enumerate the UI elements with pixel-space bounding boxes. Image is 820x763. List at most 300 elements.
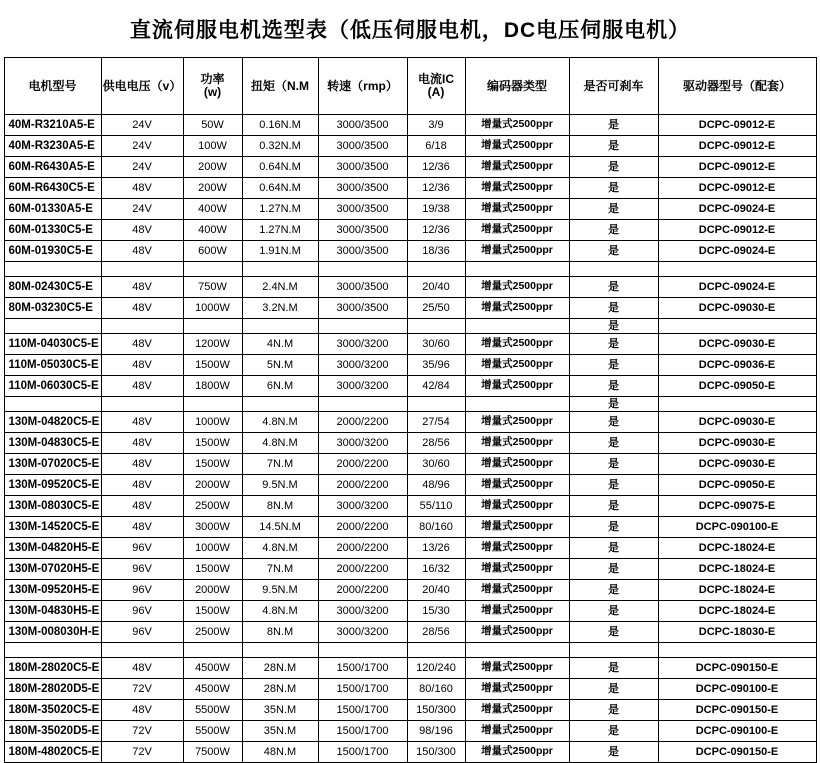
- cell-power: 200W: [183, 157, 242, 178]
- cell-encoder: 增量式2500ppr: [465, 679, 569, 700]
- cell-brake: 是: [569, 475, 658, 496]
- table-row: [4, 157, 816, 178]
- column-header-encoder-main: 编码器类型: [486, 78, 547, 93]
- cell-encoder: 增量式2500ppr: [465, 721, 569, 742]
- cell-driver: DCPC-09024-E: [658, 277, 816, 298]
- cell-speed: [318, 262, 407, 277]
- cell-voltage: 48V: [101, 277, 183, 298]
- table-row: [4, 700, 816, 721]
- cell-model: 60M-01330A5-E: [4, 199, 101, 220]
- table-row: [4, 538, 816, 559]
- cell-encoder: 增量式2500ppr: [465, 559, 569, 580]
- table-row: [4, 178, 816, 199]
- cell-current: 19/38: [407, 199, 465, 220]
- table-row: [4, 580, 816, 601]
- cell-voltage: 24V: [101, 157, 183, 178]
- cell-speed: 3000/3200: [318, 355, 407, 376]
- cell-current: 12/36: [407, 220, 465, 241]
- cell-voltage: 48V: [101, 220, 183, 241]
- column-header-speed: [318, 58, 407, 115]
- cell-encoder: 增量式2500ppr: [465, 517, 569, 538]
- cell-brake: 是: [569, 355, 658, 376]
- cell-brake: 是: [569, 538, 658, 559]
- column-header-driver-main: 驱动器型号（配套）: [682, 78, 791, 93]
- cell-brake: 是: [569, 298, 658, 319]
- cell-voltage: 24V: [101, 115, 183, 136]
- cell-speed: 1500/1700: [318, 658, 407, 679]
- cell-model: [4, 319, 101, 334]
- cell-torque: 4.8N.M: [242, 433, 318, 454]
- cell-current: 48/96: [407, 475, 465, 496]
- cell-model: 130M-14520C5-E: [4, 517, 101, 538]
- column-header-torque-main: 扭矩（N.M: [251, 78, 309, 93]
- cell-current: 35/96: [407, 355, 465, 376]
- cell-model: [4, 643, 101, 658]
- cell-power: 600W: [183, 241, 242, 262]
- cell-torque: [242, 397, 318, 412]
- cell-encoder: 增量式2500ppr: [465, 475, 569, 496]
- cell-encoder: [465, 643, 569, 658]
- cell-speed: 1500/1700: [318, 742, 407, 763]
- cell-model: 130M-04830C5-E: [4, 433, 101, 454]
- cell-brake: 是: [569, 679, 658, 700]
- cell-current: 20/40: [407, 580, 465, 601]
- table-row: [4, 136, 816, 157]
- cell-encoder: [465, 319, 569, 334]
- cell-torque: 4.8N.M: [242, 538, 318, 559]
- table-row: [4, 355, 816, 376]
- cell-current: 42/84: [407, 376, 465, 397]
- cell-torque: 1.27N.M: [242, 220, 318, 241]
- cell-driver: [658, 319, 816, 334]
- cell-power: [183, 643, 242, 658]
- cell-brake: 是: [569, 496, 658, 517]
- cell-speed: 3000/3500: [318, 178, 407, 199]
- cell-driver: DCPC-18024-E: [658, 580, 816, 601]
- cell-speed: [318, 319, 407, 334]
- column-header-driver: [658, 58, 816, 115]
- cell-voltage: [101, 319, 183, 334]
- cell-brake: 是: [569, 319, 658, 334]
- table-row: [4, 601, 816, 622]
- table-row: [4, 454, 816, 475]
- cell-current: 80/160: [407, 517, 465, 538]
- cell-brake: 是: [569, 721, 658, 742]
- cell-encoder: [465, 397, 569, 412]
- column-header-speed-main: 转速（rmp）: [327, 78, 398, 93]
- cell-model: 130M-008030H-E: [4, 622, 101, 643]
- cell-torque: 1.91N.M: [242, 241, 318, 262]
- table-row: [4, 496, 816, 517]
- cell-brake: 是: [569, 433, 658, 454]
- cell-power: 200W: [183, 178, 242, 199]
- cell-current: 3/9: [407, 115, 465, 136]
- cell-encoder: 增量式2500ppr: [465, 334, 569, 355]
- cell-speed: 1500/1700: [318, 721, 407, 742]
- cell-encoder: 增量式2500ppr: [465, 199, 569, 220]
- cell-driver: DCPC-09050-E: [658, 475, 816, 496]
- cell-brake: 是: [569, 397, 658, 412]
- cell-encoder: 增量式2500ppr: [465, 601, 569, 622]
- cell-encoder: 增量式2500ppr: [465, 178, 569, 199]
- cell-power: 1500W: [183, 601, 242, 622]
- cell-power: 1800W: [183, 376, 242, 397]
- column-header-model: [4, 58, 101, 115]
- cell-voltage: 96V: [101, 580, 183, 601]
- cell-power: 1500W: [183, 559, 242, 580]
- cell-speed: 3000/3200: [318, 496, 407, 517]
- cell-model: 80M-03230C5-E: [4, 298, 101, 319]
- cell-driver: DCPC-09012-E: [658, 220, 816, 241]
- cell-torque: 3.2N.M: [242, 298, 318, 319]
- cell-power: 1200W: [183, 334, 242, 355]
- cell-voltage: 96V: [101, 538, 183, 559]
- cell-speed: 3000/3500: [318, 241, 407, 262]
- cell-encoder: 增量式2500ppr: [465, 277, 569, 298]
- cell-brake: 是: [569, 136, 658, 157]
- cell-encoder: 增量式2500ppr: [465, 220, 569, 241]
- cell-encoder: 增量式2500ppr: [465, 241, 569, 262]
- cell-torque: [242, 319, 318, 334]
- cell-torque: 7N.M: [242, 559, 318, 580]
- column-header-brake-main: 是否可刹车: [583, 78, 644, 93]
- cell-brake: 是: [569, 115, 658, 136]
- cell-brake: 是: [569, 376, 658, 397]
- table-row: [4, 412, 816, 433]
- table-header-row: [4, 58, 816, 115]
- cell-power: 400W: [183, 220, 242, 241]
- table-row: [4, 298, 816, 319]
- cell-torque: 28N.M: [242, 679, 318, 700]
- cell-encoder: 增量式2500ppr: [465, 454, 569, 475]
- cell-speed: [318, 397, 407, 412]
- cell-power: 1500W: [183, 454, 242, 475]
- cell-torque: 5N.M: [242, 355, 318, 376]
- cell-current: 55/110: [407, 496, 465, 517]
- cell-voltage: [101, 397, 183, 412]
- cell-voltage: 48V: [101, 376, 183, 397]
- cell-driver: DCPC-090150-E: [658, 658, 816, 679]
- cell-encoder: 增量式2500ppr: [465, 700, 569, 721]
- cell-current: 16/32: [407, 559, 465, 580]
- column-header-torque: [242, 58, 318, 115]
- cell-driver: DCPC-18024-E: [658, 538, 816, 559]
- cell-brake: 是: [569, 601, 658, 622]
- cell-encoder: 增量式2500ppr: [465, 496, 569, 517]
- cell-speed: 3000/3500: [318, 220, 407, 241]
- cell-model: 130M-09520H5-E: [4, 580, 101, 601]
- cell-torque: 2.4N.M: [242, 277, 318, 298]
- cell-driver: DCPC-09030-E: [658, 334, 816, 355]
- cell-current: 13/26: [407, 538, 465, 559]
- cell-current: 25/50: [407, 298, 465, 319]
- cell-model: 130M-08030C5-E: [4, 496, 101, 517]
- cell-power: 2000W: [183, 580, 242, 601]
- cell-encoder: 增量式2500ppr: [465, 376, 569, 397]
- cell-model: 130M-04820C5-E: [4, 412, 101, 433]
- cell-driver: [658, 262, 816, 277]
- cell-driver: DCPC-18030-E: [658, 622, 816, 643]
- cell-driver: DCPC-09012-E: [658, 115, 816, 136]
- cell-driver: DCPC-09075-E: [658, 496, 816, 517]
- cell-speed: 2000/2200: [318, 538, 407, 559]
- cell-voltage: 48V: [101, 412, 183, 433]
- cell-current: 6/18: [407, 136, 465, 157]
- cell-brake: 是: [569, 220, 658, 241]
- table-row: [4, 742, 816, 763]
- cell-driver: DCPC-09012-E: [658, 136, 816, 157]
- cell-torque: 8N.M: [242, 496, 318, 517]
- cell-torque: 4.8N.M: [242, 412, 318, 433]
- cell-driver: DCPC-09030-E: [658, 298, 816, 319]
- cell-model: 130M-04830H5-E: [4, 601, 101, 622]
- column-header-current: [407, 58, 465, 115]
- cell-speed: 3000/3500: [318, 298, 407, 319]
- cell-driver: DCPC-090150-E: [658, 742, 816, 763]
- column-header-encoder: [465, 58, 569, 115]
- cell-model: 60M-01930C5-E: [4, 241, 101, 262]
- cell-model: 80M-02430C5-E: [4, 277, 101, 298]
- cell-torque: 0.64N.M: [242, 157, 318, 178]
- cell-power: 400W: [183, 199, 242, 220]
- cell-brake: [569, 643, 658, 658]
- table-spacer-row: [4, 319, 816, 334]
- cell-power: 2500W: [183, 496, 242, 517]
- cell-voltage: [101, 262, 183, 277]
- cell-brake: 是: [569, 334, 658, 355]
- cell-encoder: 增量式2500ppr: [465, 622, 569, 643]
- cell-voltage: 96V: [101, 559, 183, 580]
- cell-current: 150/300: [407, 742, 465, 763]
- cell-driver: DCPC-09050-E: [658, 376, 816, 397]
- cell-current: 80/160: [407, 679, 465, 700]
- cell-brake: 是: [569, 700, 658, 721]
- cell-power: 750W: [183, 277, 242, 298]
- cell-power: 5500W: [183, 721, 242, 742]
- cell-speed: 2000/2200: [318, 475, 407, 496]
- cell-model: 180M-35020C5-E: [4, 700, 101, 721]
- table-row: [4, 433, 816, 454]
- cell-speed: 3000/3200: [318, 334, 407, 355]
- cell-current: 12/36: [407, 157, 465, 178]
- cell-brake: 是: [569, 178, 658, 199]
- cell-speed: 3000/3500: [318, 277, 407, 298]
- cell-driver: DCPC-09012-E: [658, 157, 816, 178]
- column-header-power: [183, 58, 242, 115]
- motor-selection-table: [4, 57, 817, 763]
- cell-voltage: 48V: [101, 658, 183, 679]
- cell-current: 30/60: [407, 454, 465, 475]
- cell-driver: DCPC-09024-E: [658, 199, 816, 220]
- cell-power: 1000W: [183, 298, 242, 319]
- cell-model: 180M-28020D5-E: [4, 679, 101, 700]
- cell-speed: 3000/3500: [318, 136, 407, 157]
- page-title: 直流伺服电机选型表（低压伺服电机，DC电压伺服电机）: [129, 19, 691, 42]
- cell-model: 130M-04820H5-E: [4, 538, 101, 559]
- cell-model: [4, 397, 101, 412]
- cell-speed: 1500/1700: [318, 679, 407, 700]
- cell-torque: 48N.M: [242, 742, 318, 763]
- table-spacer-row: [4, 643, 816, 658]
- cell-speed: 3000/3200: [318, 433, 407, 454]
- cell-model: 180M-35020D5-E: [4, 721, 101, 742]
- cell-encoder: 增量式2500ppr: [465, 157, 569, 178]
- cell-voltage: 48V: [101, 355, 183, 376]
- cell-current: 27/54: [407, 412, 465, 433]
- cell-power: 4500W: [183, 679, 242, 700]
- table-row: [4, 475, 816, 496]
- cell-speed: 3000/3200: [318, 622, 407, 643]
- cell-torque: 4.8N.M: [242, 601, 318, 622]
- cell-power: 2000W: [183, 475, 242, 496]
- cell-voltage: 48V: [101, 334, 183, 355]
- cell-voltage: 48V: [101, 496, 183, 517]
- cell-current: 12/36: [407, 178, 465, 199]
- cell-voltage: 48V: [101, 241, 183, 262]
- cell-speed: 2000/2200: [318, 412, 407, 433]
- cell-speed: 3000/3500: [318, 199, 407, 220]
- table-body: [4, 115, 816, 763]
- table-header: [4, 58, 816, 115]
- cell-model: 110M-04030C5-E: [4, 334, 101, 355]
- cell-driver: DCPC-09024-E: [658, 241, 816, 262]
- cell-encoder: 增量式2500ppr: [465, 136, 569, 157]
- cell-model: 180M-28020C5-E: [4, 658, 101, 679]
- cell-voltage: 96V: [101, 622, 183, 643]
- cell-model: 110M-06030C5-E: [4, 376, 101, 397]
- cell-voltage: 48V: [101, 433, 183, 454]
- cell-voltage: 48V: [101, 517, 183, 538]
- cell-current: 20/40: [407, 277, 465, 298]
- cell-speed: 3000/3200: [318, 601, 407, 622]
- cell-power: 3000W: [183, 517, 242, 538]
- cell-model: 40M-R3230A5-E: [4, 136, 101, 157]
- cell-current: 120/240: [407, 658, 465, 679]
- cell-power: [183, 319, 242, 334]
- cell-torque: [242, 262, 318, 277]
- cell-power: 5500W: [183, 700, 242, 721]
- cell-brake: [569, 262, 658, 277]
- cell-torque: 8N.M: [242, 622, 318, 643]
- cell-driver: DCPC-09030-E: [658, 454, 816, 475]
- cell-encoder: [465, 262, 569, 277]
- cell-driver: DCPC-18024-E: [658, 601, 816, 622]
- cell-brake: 是: [569, 517, 658, 538]
- cell-voltage: 72V: [101, 679, 183, 700]
- cell-model: 130M-09520C5-E: [4, 475, 101, 496]
- cell-power: [183, 397, 242, 412]
- cell-encoder: 增量式2500ppr: [465, 412, 569, 433]
- cell-voltage: 48V: [101, 700, 183, 721]
- cell-voltage: 48V: [101, 178, 183, 199]
- cell-speed: 2000/2200: [318, 454, 407, 475]
- cell-torque: 0.64N.M: [242, 178, 318, 199]
- cell-encoder: 增量式2500ppr: [465, 658, 569, 679]
- cell-voltage: 24V: [101, 136, 183, 157]
- cell-current: 98/196: [407, 721, 465, 742]
- column-header-brake: [569, 58, 658, 115]
- cell-encoder: 增量式2500ppr: [465, 538, 569, 559]
- cell-torque: 9.5N.M: [242, 580, 318, 601]
- cell-power: 100W: [183, 136, 242, 157]
- cell-power: 1000W: [183, 412, 242, 433]
- cell-speed: 3000/3500: [318, 157, 407, 178]
- cell-voltage: [101, 643, 183, 658]
- cell-current: [407, 319, 465, 334]
- table-spacer-row: [4, 397, 816, 412]
- cell-power: 50W: [183, 115, 242, 136]
- cell-current: 28/56: [407, 433, 465, 454]
- cell-torque: 0.16N.M: [242, 115, 318, 136]
- table-row: [4, 115, 816, 136]
- cell-model: 130M-07020C5-E: [4, 454, 101, 475]
- table-row: [4, 241, 816, 262]
- column-header-power-main: 功率: [200, 72, 225, 86]
- cell-speed: 2000/2200: [318, 517, 407, 538]
- cell-current: [407, 643, 465, 658]
- table-row: [4, 679, 816, 700]
- cell-power: 2500W: [183, 622, 242, 643]
- cell-torque: 0.32N.M: [242, 136, 318, 157]
- cell-current: 150/300: [407, 700, 465, 721]
- cell-brake: 是: [569, 559, 658, 580]
- column-header-power-sub: (w): [203, 85, 222, 100]
- cell-driver: DCPC-09030-E: [658, 412, 816, 433]
- table-row: [4, 559, 816, 580]
- cell-torque: 35N.M: [242, 721, 318, 742]
- table-row: [4, 721, 816, 742]
- cell-torque: 35N.M: [242, 700, 318, 721]
- cell-encoder: 增量式2500ppr: [465, 298, 569, 319]
- column-header-voltage-main: 供电电压（v）: [102, 78, 182, 93]
- cell-driver: DCPC-09036-E: [658, 355, 816, 376]
- cell-model: 60M-01330C5-E: [4, 220, 101, 241]
- cell-voltage: 96V: [101, 601, 183, 622]
- cell-brake: 是: [569, 241, 658, 262]
- cell-speed: [318, 643, 407, 658]
- cell-power: [183, 262, 242, 277]
- cell-torque: 28N.M: [242, 658, 318, 679]
- table-row: [4, 376, 816, 397]
- column-header-voltage: [101, 58, 183, 115]
- cell-brake: 是: [569, 580, 658, 601]
- cell-encoder: 增量式2500ppr: [465, 433, 569, 454]
- cell-torque: [242, 643, 318, 658]
- cell-voltage: 24V: [101, 199, 183, 220]
- cell-torque: 7N.M: [242, 454, 318, 475]
- column-header-current-sub: (A): [427, 85, 445, 100]
- table-row: [4, 220, 816, 241]
- cell-power: 7500W: [183, 742, 242, 763]
- cell-model: [4, 262, 101, 277]
- cell-brake: 是: [569, 157, 658, 178]
- cell-brake: 是: [569, 454, 658, 475]
- cell-voltage: 48V: [101, 475, 183, 496]
- cell-encoder: 增量式2500ppr: [465, 742, 569, 763]
- cell-model: 40M-R3210A5-E: [4, 115, 101, 136]
- cell-speed: 1500/1700: [318, 700, 407, 721]
- cell-current: [407, 262, 465, 277]
- table-row: [4, 658, 816, 679]
- cell-encoder: 增量式2500ppr: [465, 115, 569, 136]
- cell-brake: 是: [569, 658, 658, 679]
- cell-voltage: 72V: [101, 721, 183, 742]
- cell-brake: 是: [569, 742, 658, 763]
- column-header-current-main: 电流IC: [417, 72, 454, 86]
- cell-current: [407, 397, 465, 412]
- cell-encoder: 增量式2500ppr: [465, 355, 569, 376]
- cell-driver: [658, 643, 816, 658]
